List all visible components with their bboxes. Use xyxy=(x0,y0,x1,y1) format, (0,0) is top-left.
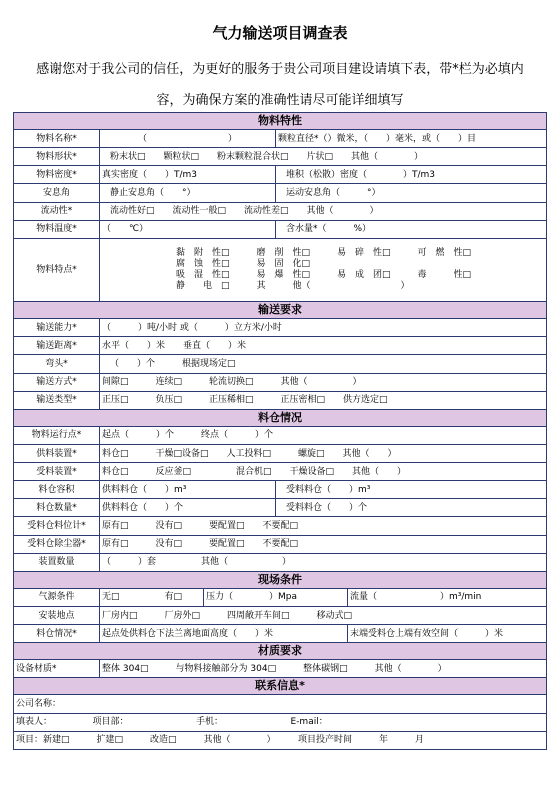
receive-silo-count-field[interactable]: 受料料仓（ ）个 xyxy=(276,499,547,517)
row-dust-collector xyxy=(14,535,547,553)
row-elbows xyxy=(14,355,547,373)
equipment-material-label: 设备材质* xyxy=(14,660,100,678)
feeding-device-options[interactable]: 料仓□ 干燥□设备□ 人工投料□ 螺旋□ 其他（ ） xyxy=(100,444,547,462)
receiving-device-label: 受料装置* xyxy=(14,463,100,481)
elbows-label: 弯头* xyxy=(14,355,100,373)
row-project-type xyxy=(14,731,547,749)
level-gauge-options[interactable]: 原有□ 没有□ 要配置□ 不要配□ xyxy=(100,517,547,535)
row-air-source xyxy=(14,588,547,606)
elbows-field[interactable]: （ ）个 根据现场定□ xyxy=(100,355,547,373)
material-run-points-field[interactable]: 起点（ ）个 终点（ ）个 xyxy=(100,426,547,444)
row-receiving-device xyxy=(14,463,547,481)
silo-situation-label: 料仓情况* xyxy=(14,625,100,643)
static-repose-angle-field[interactable]: 静止安息角（ °） xyxy=(100,184,276,202)
particle-size-field[interactable]: 颗粒直径*（）微米，（ ）毫米，或（ ）目 xyxy=(276,130,547,148)
row-company-name xyxy=(14,695,547,713)
material-density-label: 物料密度* xyxy=(14,166,100,184)
conveying-type-label: 输送类型* xyxy=(14,391,100,409)
project-type-field[interactable]: 项目：新建□ 扩建□ 改造□ 其他（ ） 项目投产时间 年 月 xyxy=(14,731,547,749)
device-quantity-field[interactable]: （ ）套 其他（ ） xyxy=(100,553,547,571)
page-title: 气力输送项目调查表 xyxy=(212,24,348,42)
material-traits-label: 物料特点* xyxy=(14,238,100,301)
material-traits-options[interactable] xyxy=(100,238,547,301)
section-material-requirements: 材质要求 xyxy=(14,643,547,660)
contact-person-field[interactable]: 填表人： 项目部： 手机： E-mail： xyxy=(14,713,547,731)
intro-text-line-2: 容，为确保方案的准确性请尽可能详细填写 xyxy=(156,93,404,108)
material-shape-options[interactable]: 粉末状□ 颗粒状□ 粉末颗粒混合状□ 片状□ 其他（ ） xyxy=(100,148,547,166)
traits-line-3: 吸 湿 性□ 易 爆 性□ 易 成 团□ 毒 性□ xyxy=(176,269,472,280)
section-conveying-requirements: 输送要求 xyxy=(14,302,547,319)
row-equipment-material xyxy=(14,660,547,678)
row-conveying-mode xyxy=(14,373,547,391)
device-quantity-label: 装置数量 xyxy=(14,553,100,571)
row-material-name xyxy=(14,130,547,148)
row-material-traits xyxy=(14,238,547,301)
row-repose-angle xyxy=(14,184,547,202)
row-silo-volume xyxy=(14,481,547,499)
row-material-shape xyxy=(14,148,547,166)
row-material-temperature xyxy=(14,220,547,238)
section-site-conditions: 现场条件 xyxy=(14,571,547,588)
row-silo-count xyxy=(14,499,547,517)
row-flowability xyxy=(14,202,547,220)
flowability-options[interactable]: 流动性好□ 流动性一般□ 流动性差□ 其他（ ） xyxy=(100,202,547,220)
intro-text-line-1: 感谢您对于我公司的信任，为更好的服务于贵公司项目建设请填下表，带*栏为必填内 xyxy=(36,62,524,77)
row-material-density xyxy=(14,166,547,184)
row-level-gauge xyxy=(14,517,547,535)
silo-volume-label: 料仓容积 xyxy=(14,481,100,499)
row-silo-situation xyxy=(14,625,547,643)
moisture-content-field[interactable]: 含水量*（ %） xyxy=(276,220,547,238)
install-location-label: 安装地点 xyxy=(14,606,100,624)
row-device-quantity xyxy=(14,553,547,571)
row-feeding-device xyxy=(14,444,547,462)
bulk-density-field[interactable]: 堆积（松散）密度（ ）T/m3 xyxy=(276,166,547,184)
traits-line-2: 腐 蚀 性□ 易 固 化□ xyxy=(176,258,311,269)
survey-form-table xyxy=(13,112,547,750)
receiving-device-options[interactable]: 料仓□ 反应釜□ 混合机□ 干燥设备□ 其他（ ） xyxy=(100,463,547,481)
level-gauge-label: 受料仓料位计* xyxy=(14,517,100,535)
air-flow-field[interactable]: 流量（ ）m³/min xyxy=(348,588,547,606)
receive-silo-space-field[interactable]: 末端受料仓上端有效空间（ ）米 xyxy=(348,625,547,643)
conveying-distance-label: 输送距离* xyxy=(14,337,100,355)
section-silo-conditions: 料仓情况 xyxy=(14,409,547,426)
conveying-distance-field[interactable]: 水平（ ）米 垂直（ ）米 xyxy=(100,337,547,355)
air-source-options[interactable]: 无□ 有□ xyxy=(100,588,204,606)
material-name-label: 物料名称* xyxy=(14,130,100,148)
dust-collector-label: 受料仓除尘器* xyxy=(14,535,100,553)
conveying-mode-label: 输送方式* xyxy=(14,373,100,391)
feeding-device-label: 供料装置* xyxy=(14,444,100,462)
row-contact-person xyxy=(14,713,547,731)
dust-collector-options[interactable]: 原有□ 没有□ 要配置□ 不要配□ xyxy=(100,535,547,553)
feed-silo-volume-field[interactable]: 供料料仓（ ）m³ xyxy=(100,481,276,499)
traits-line-1: 黏 附 性□ 磨 削 性□ 易 碎 性□ 可 燃 性□ xyxy=(176,247,472,258)
equipment-material-options[interactable]: 整体 304□ 与物料接触部分为 304□ 整体碳钢□ 其他（ ） xyxy=(100,660,547,678)
true-density-field[interactable]: 真实密度（ ）T/m3 xyxy=(100,166,276,184)
material-run-points-label: 物料运行点* xyxy=(14,426,100,444)
material-temperature-label: 物料温度* xyxy=(14,220,100,238)
section-contact-info: 联系信息* xyxy=(14,678,547,695)
conveying-capacity-field[interactable]: （ ）吨/小时 或（ ）立方米/小时 xyxy=(100,319,547,337)
row-conveying-type xyxy=(14,391,547,409)
repose-angle-label: 安息角 xyxy=(14,184,100,202)
air-pressure-field[interactable]: 压力（ ）Mpa xyxy=(204,588,348,606)
silo-count-label: 料仓数量* xyxy=(14,499,100,517)
company-name-field[interactable]: 公司名称： xyxy=(14,695,547,713)
conveying-mode-options[interactable]: 间隙□ 连续□ 轮流切换□ 其他（ ） xyxy=(100,373,547,391)
row-conveying-distance xyxy=(14,337,547,355)
row-conveying-capacity xyxy=(14,319,547,337)
air-source-label: 气源条件 xyxy=(14,588,100,606)
row-install-location xyxy=(14,606,547,624)
traits-line-4: 静 电 □ 其 他（ ） xyxy=(176,280,410,291)
conveying-capacity-label: 输送能力* xyxy=(14,319,100,337)
feed-flange-height-field[interactable]: 起点处供料仓下法兰离地面高度（ ）米 xyxy=(100,625,348,643)
conveying-type-options[interactable]: 正压□ 负压□ 正压稀相□ 正压密相□ 供方选定□ xyxy=(100,391,547,409)
section-material-properties: 物料特性 xyxy=(14,113,547,130)
flowability-label: 流动性* xyxy=(14,202,100,220)
material-temperature-field[interactable]: （ ℃） xyxy=(100,220,276,238)
dynamic-repose-angle-field[interactable]: 运动安息角（ °） xyxy=(276,184,547,202)
material-name-field[interactable]: （ ） xyxy=(100,130,276,148)
feed-silo-count-field[interactable]: 供料料仓（ ）个 xyxy=(100,499,276,517)
receive-silo-volume-field[interactable]: 受料料仓（ ）m³ xyxy=(276,481,547,499)
material-shape-label: 物料形状* xyxy=(14,148,100,166)
install-location-options[interactable]: 厂房内□ 厂房外□ 四周敞开车间□ 移动式□ xyxy=(100,606,547,624)
row-material-run-points xyxy=(14,426,547,444)
